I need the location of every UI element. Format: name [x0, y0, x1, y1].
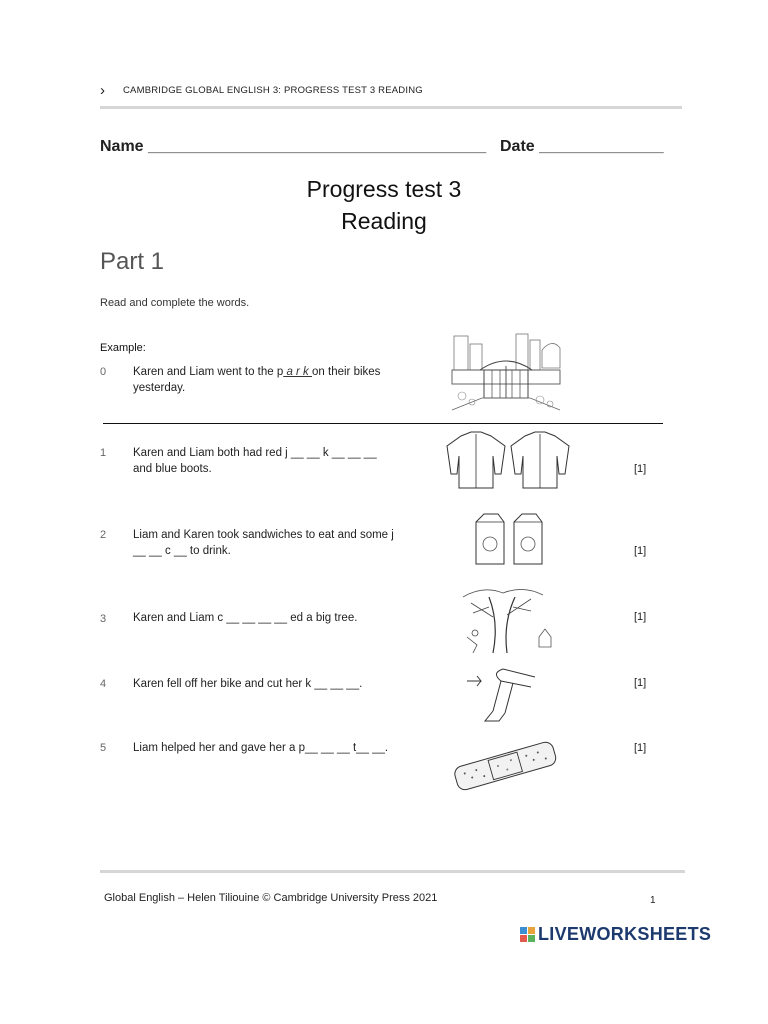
page-subtitle: Reading — [341, 208, 427, 234]
question-text: Liam helped her and gave her a p__ __ __ t__ __. — [133, 742, 389, 754]
page-number: 1 — [650, 895, 656, 906]
footer-credit: Global English – Helen Tiliouine © Cambridge University Press 2021 — [104, 892, 438, 904]
question-number: 2 — [100, 529, 107, 541]
knee-icon — [463, 665, 543, 733]
example-number: 0 — [100, 366, 107, 378]
plaster-icon — [450, 738, 560, 792]
question-mark: [1] — [634, 463, 647, 475]
example-answer: a r k — [283, 366, 313, 378]
header-title: CAMBRIDGE GLOBAL ENGLISH 3: PROGRESS TEST 3 READING — [123, 85, 423, 96]
example-label: Example: — [100, 342, 146, 354]
jackets-icon — [445, 430, 575, 492]
name-field[interactable]: Name ______________________________________ — [100, 138, 487, 155]
question-number: 3 — [100, 613, 107, 625]
page-title: Progress test 3 — [306, 176, 462, 202]
instruction-text: Read and complete the words. — [100, 297, 250, 309]
chevron-right-icon: › — [100, 82, 105, 99]
example-text: Karen and Liam went to the p a r k on their bikes yesterday. — [133, 366, 381, 394]
part-heading: Part 1 — [100, 248, 165, 275]
tree-icon — [453, 587, 558, 655]
date-field[interactable]: Date ______________ — [500, 138, 664, 155]
question-number: 1 — [100, 447, 107, 459]
question-mark: [1] — [634, 545, 647, 557]
example-divider — [103, 423, 663, 424]
question-text: Karen fell off her bike and cut her k __ __ __. — [133, 678, 363, 690]
question-number: 5 — [100, 742, 107, 754]
question-mark: [1] — [634, 611, 647, 623]
question-text: Liam and Karen took sandwiches to eat and some j __ __ c __ to drink. — [133, 529, 394, 557]
question-mark: [1] — [634, 677, 647, 689]
question-number: 4 — [100, 678, 107, 690]
top-rule — [100, 106, 682, 109]
bottom-rule — [100, 870, 685, 873]
question-mark: [1] — [634, 742, 647, 754]
blocks-icon — [520, 927, 536, 943]
juice-cartons-icon — [472, 510, 550, 568]
question-text: Karen and Liam both had red j __ __ k __ __ __ and blue boots. — [133, 447, 377, 475]
question-text: Karen and Liam c __ __ __ __ ed a big tree. — [133, 612, 358, 624]
logo-text: LIVEWORKSHEETS — [538, 924, 712, 944]
park-gate-icon — [450, 330, 562, 412]
liveworksheets-logo[interactable] — [520, 924, 711, 945]
